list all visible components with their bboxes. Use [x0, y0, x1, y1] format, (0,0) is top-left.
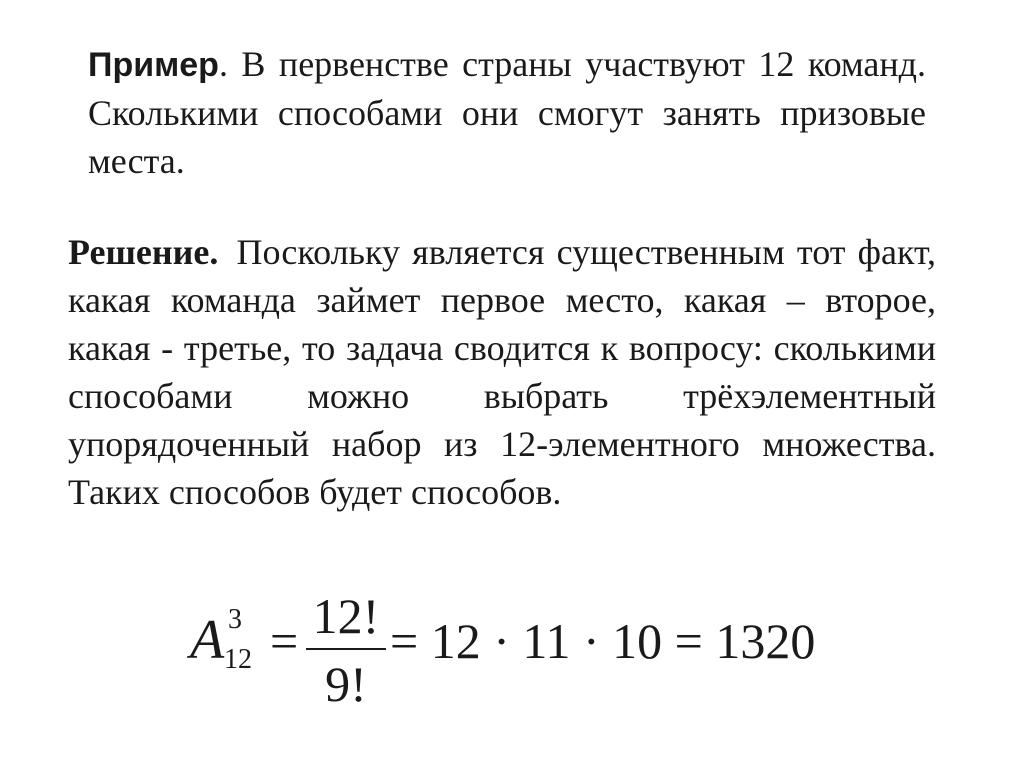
formula-symbol: A — [190, 609, 225, 671]
formula-denominator: 9! — [325, 656, 367, 712]
example-paragraph — [88, 40, 926, 185]
fraction-bar — [306, 648, 386, 650]
formula-equals: = — [270, 613, 299, 669]
example-label: Пример — [88, 46, 219, 84]
solution-text: Поскольку является существенным тот факт, какая команда займет первое место, какая – второе, какая - третье, то задача сводится к вопросу: сколькими способами можно выбрать трёхэлементный упорядоченный набор из 12-элементного множества. Таких способов будет способов. — [68, 232, 936, 512]
formula-fraction — [306, 588, 386, 712]
formula — [190, 588, 816, 718]
formula-subscript: 12 — [224, 644, 252, 675]
formula-superscript: 3 — [228, 604, 242, 635]
solution-paragraph — [68, 228, 936, 516]
formula-result: = 12 · 11 · 10 = 1320 — [390, 613, 816, 669]
example-text: . В первенстве страны участвуют 12 команд. Сколькими способами они смогут занять призовые места. — [88, 44, 926, 181]
formula-numerator: 12! — [312, 588, 380, 644]
solution-label: Решение. — [68, 232, 219, 272]
